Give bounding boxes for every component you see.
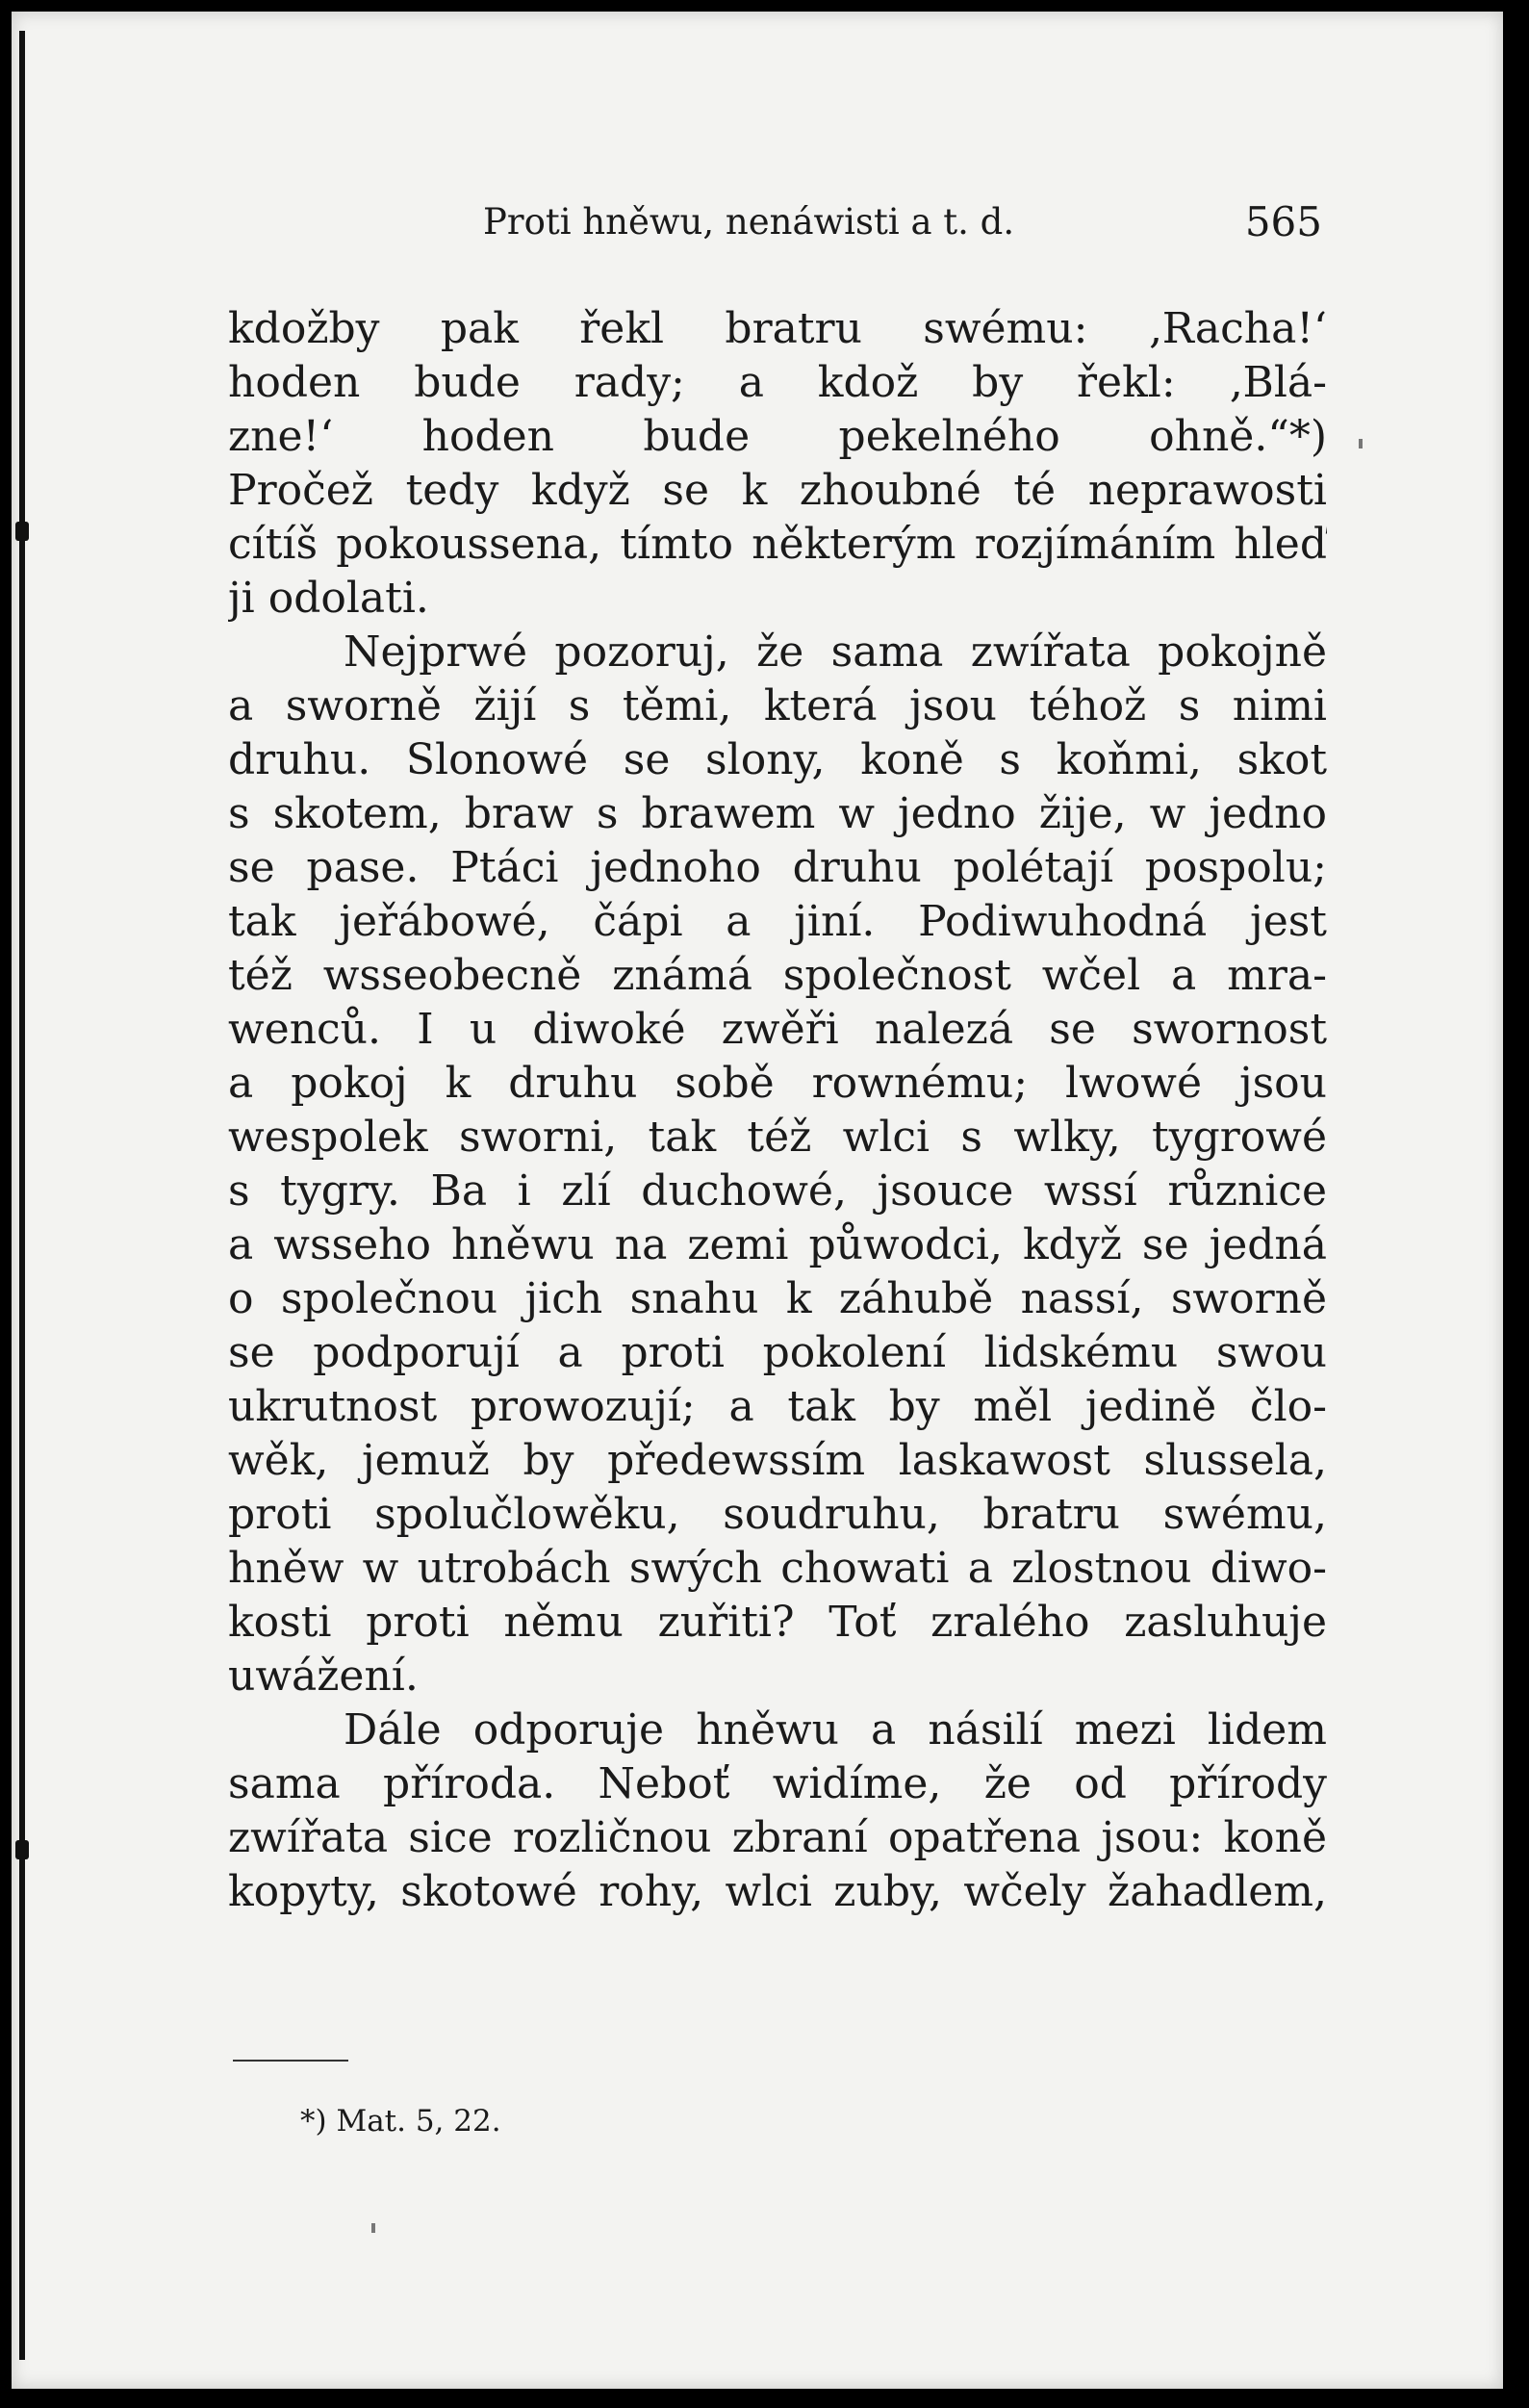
spine-edge — [19, 31, 25, 2360]
text-body — [228, 302, 1327, 1919]
text-line: se pase. Ptáci jednoho druhu polétají pospolu; — [228, 843, 1327, 892]
text-line: kopyty, skotowé rohy, wlci zuby, wčely žahadlem, — [228, 1867, 1327, 1916]
page-number: 565 — [1244, 198, 1322, 245]
text-line: ukrutnost prowozují; a tak by měl jedině člo- — [228, 1382, 1327, 1431]
text-line: a sworně žijí s těmi, která jsou téhož s nimi — [228, 681, 1327, 730]
text-line: a wsseho hněwu na zemi půwodci, když se jedná — [228, 1220, 1327, 1269]
text-line: cítíš pokoussena, tímto některým rozjímáním hleď — [228, 520, 1327, 569]
book-page — [12, 12, 1503, 2389]
text-line: kdožby pak řekl bratru swému: ‚Racha!‘ — [228, 304, 1327, 353]
paragraph-start: Dále odporuje hněwu a násilí mezi lidem — [344, 1705, 1327, 1755]
text-line: s skotem, braw s brawem w jedno žije, w jedno — [228, 789, 1327, 838]
spine-mark — [15, 1840, 29, 1859]
text-line: zne!‘ hoden bude pekelného ohně.“*) — [228, 412, 1327, 461]
text-line: sama příroda. Neboť widíme, že od přírody — [228, 1759, 1327, 1808]
scan-speck — [1359, 439, 1363, 448]
text-line: proti spolučlowěku, soudruhu, bratru swému, — [228, 1490, 1327, 1539]
text-line: též wsseobecně známá společnost wčel a mra- — [228, 951, 1327, 1000]
text-line: se podporují a proti pokolení lidskému swou — [228, 1328, 1327, 1377]
footnote-divider — [233, 2060, 348, 2062]
text-line: zwířata sice rozličnou zbraní opatřena jsou: koně — [228, 1813, 1327, 1862]
text-line: tak jeřábowé, čápi a jiní. Podiwuhodná jest — [228, 897, 1327, 946]
text-line: s tygry. Ba i zlí duchowé, jsouce wssí různice — [228, 1166, 1327, 1216]
text-line: o společnou jich snahu k záhubě nassí, sworně — [228, 1274, 1327, 1323]
text-line: ji odolati. — [228, 574, 429, 623]
text-line: wěk, jemuž by předewssím laskawost slussela, — [228, 1436, 1327, 1485]
text-line: kosti proti němu zuřiti? Toť zralého zasluhuje — [228, 1598, 1327, 1647]
text-line: a pokoj k druhu sobě rownému; lwowé jsou — [228, 1059, 1327, 1108]
text-line: hoden bude rady; a kdož by řekl: ‚Blá- — [228, 358, 1327, 407]
scan-speck — [371, 2223, 375, 2233]
running-title: Proti hněwu, nenáwisti a t. d. — [483, 201, 1015, 243]
text-line: uwážení. — [228, 1652, 419, 1701]
text-line: wenců. I u diwoké zwěři nalezá se swornost — [228, 1005, 1327, 1054]
text-line: hněw w utrobách swých chowati a zlostnou diwo- — [228, 1544, 1327, 1593]
text-line: Pročež tedy když se k zhoubné té neprawosti — [228, 466, 1327, 515]
footnote: *) Mat. 5, 22. — [300, 2104, 501, 2139]
text-line: wespolek sworni, tak též wlci s wlky, tygrowé — [228, 1113, 1327, 1162]
spine-mark — [15, 522, 29, 541]
text-line: druhu. Slonowé se slony, koně s koňmi, skot — [228, 735, 1327, 784]
paragraph-start: Nejprwé pozoruj, že sama zwířata pokojně — [344, 628, 1327, 677]
